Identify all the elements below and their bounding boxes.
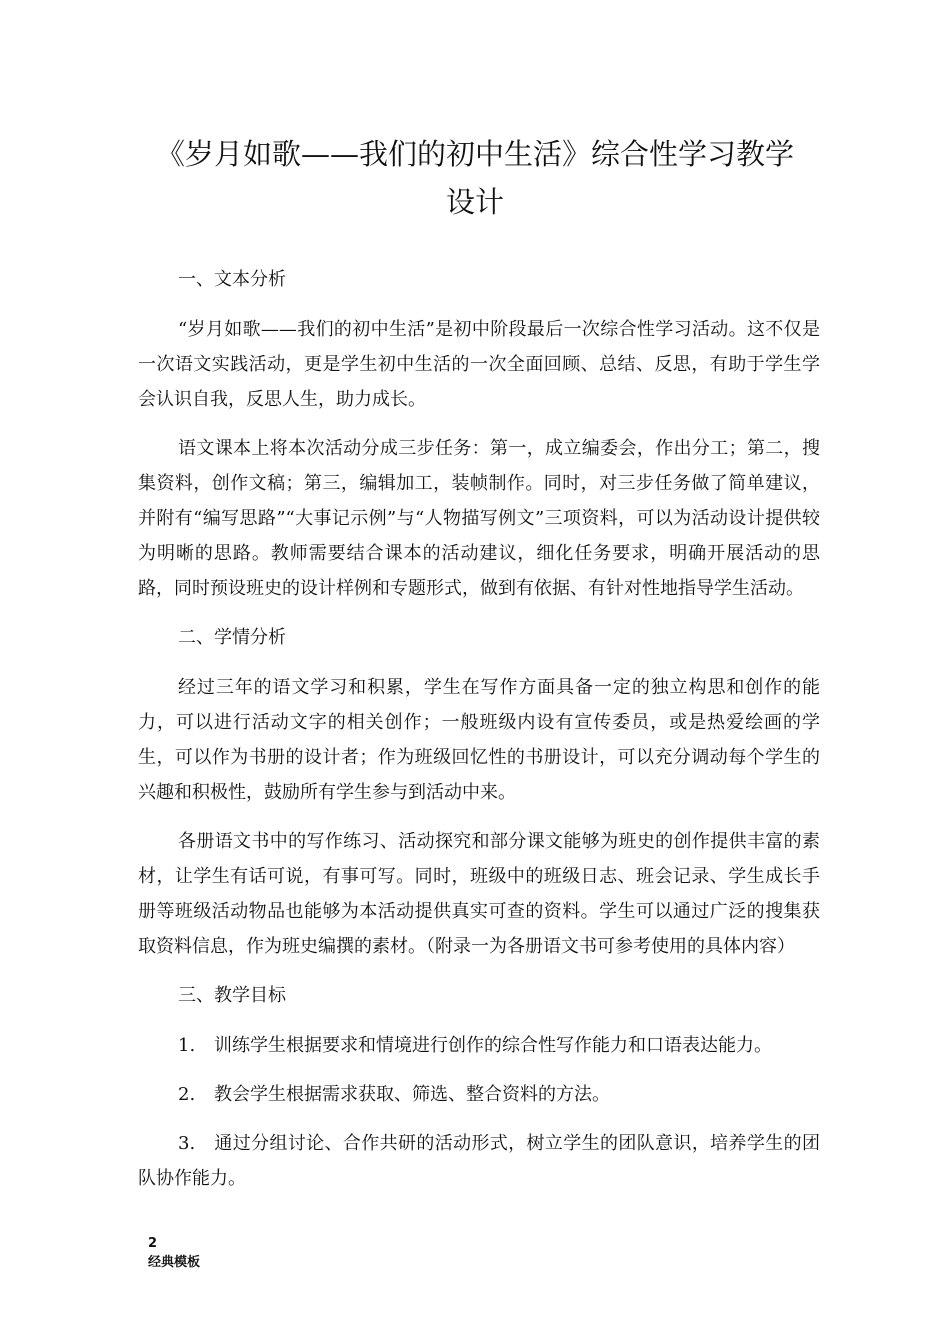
list-item [138,1126,820,1196]
list-item-text: 教会学生根据需求获取、筛选、整合资料的方法。 [214,1084,610,1105]
paragraph: “岁月如歌——我们的初中生活”是初中阶段最后一次综合性学习活动。这不仅是一次语文实践活动，更是学生初中生活的一次全面回顾、总结、反思，有助于学生学会认识自我，反思人生，助力成长。 [138,319,820,410]
page-number: 2 [148,1236,158,1251]
list-item-text: 训练学生根据要求和情境进行创作的综合性写作能力和口语表达能力。 [214,1035,772,1056]
list-item-number: 3. [178,1133,196,1154]
list-item-text: 通过分组讨论、合作共研的活动形式，树立学生的团队意识，培养学生的团队协作能力。 [138,1133,820,1189]
paragraph: 经过三年的语文学习和积累，学生在写作方面具备一定的独立构思和创作的能力，可以进行活动文字的相关创作；一般班级内设有宣传委员，或是热爱绘画的学生，可以作为书册的设计者；作为班级回忆性的书册设计，可以充分调动每个学生的兴趣和积极性，鼓励所有学生参与到活动中来。 [138,677,820,803]
list-item-number: 1. [178,1035,196,1056]
document-body [138,262,820,1210]
list-item-number: 2. [178,1084,196,1105]
list-item [138,1077,820,1112]
paragraph: 语文课本上将本次活动分成三步任务：第一，成立编委会，作出分工；第二，搜集资料，创作文稿；第三，编辑加工，装帧制作。同时，对三步任务做了简单建议，并附有“编写思路”“大事记示例”与“人物描写例文”三项资料，可以为活动设计提供较为明晰的思路。教师需要结合课本的活动建议，细化任务要求，明确开展活动的思路，同时预设班史的设计样例和专题形式，做到有依据、有针对性地指导学生活动。 [138,438,820,599]
section-heading-teaching-goals: 三、教学目标 [178,985,286,1006]
footer-label: 经典模板 [148,1255,201,1270]
section-heading-learner-analysis: 二、学情分析 [178,627,286,648]
title-line-2: 设计 [445,185,504,219]
paragraph: 各册语文书中的写作练习、活动探究和部分课文能够为班史的创作提供丰富的素材，让学生有话可说，有事可写。同时，班级中的班级日志、班会记录、学生成长手册等班级活动物品也能够为本活动提供真实可查的资料。学生可以通过广泛的搜集获取资料信息，作为班史编撰的素材。（附录一为各册语文书可参考使用的具体内容） [138,831,820,957]
list-item [138,1028,820,1063]
page-footer [148,1234,200,1272]
document-title [130,130,820,226]
title-line-1: 《岁月如歌——我们的初中生活》综合性学习教学 [155,137,794,171]
section-heading-text-analysis: 一、文本分析 [178,269,286,290]
